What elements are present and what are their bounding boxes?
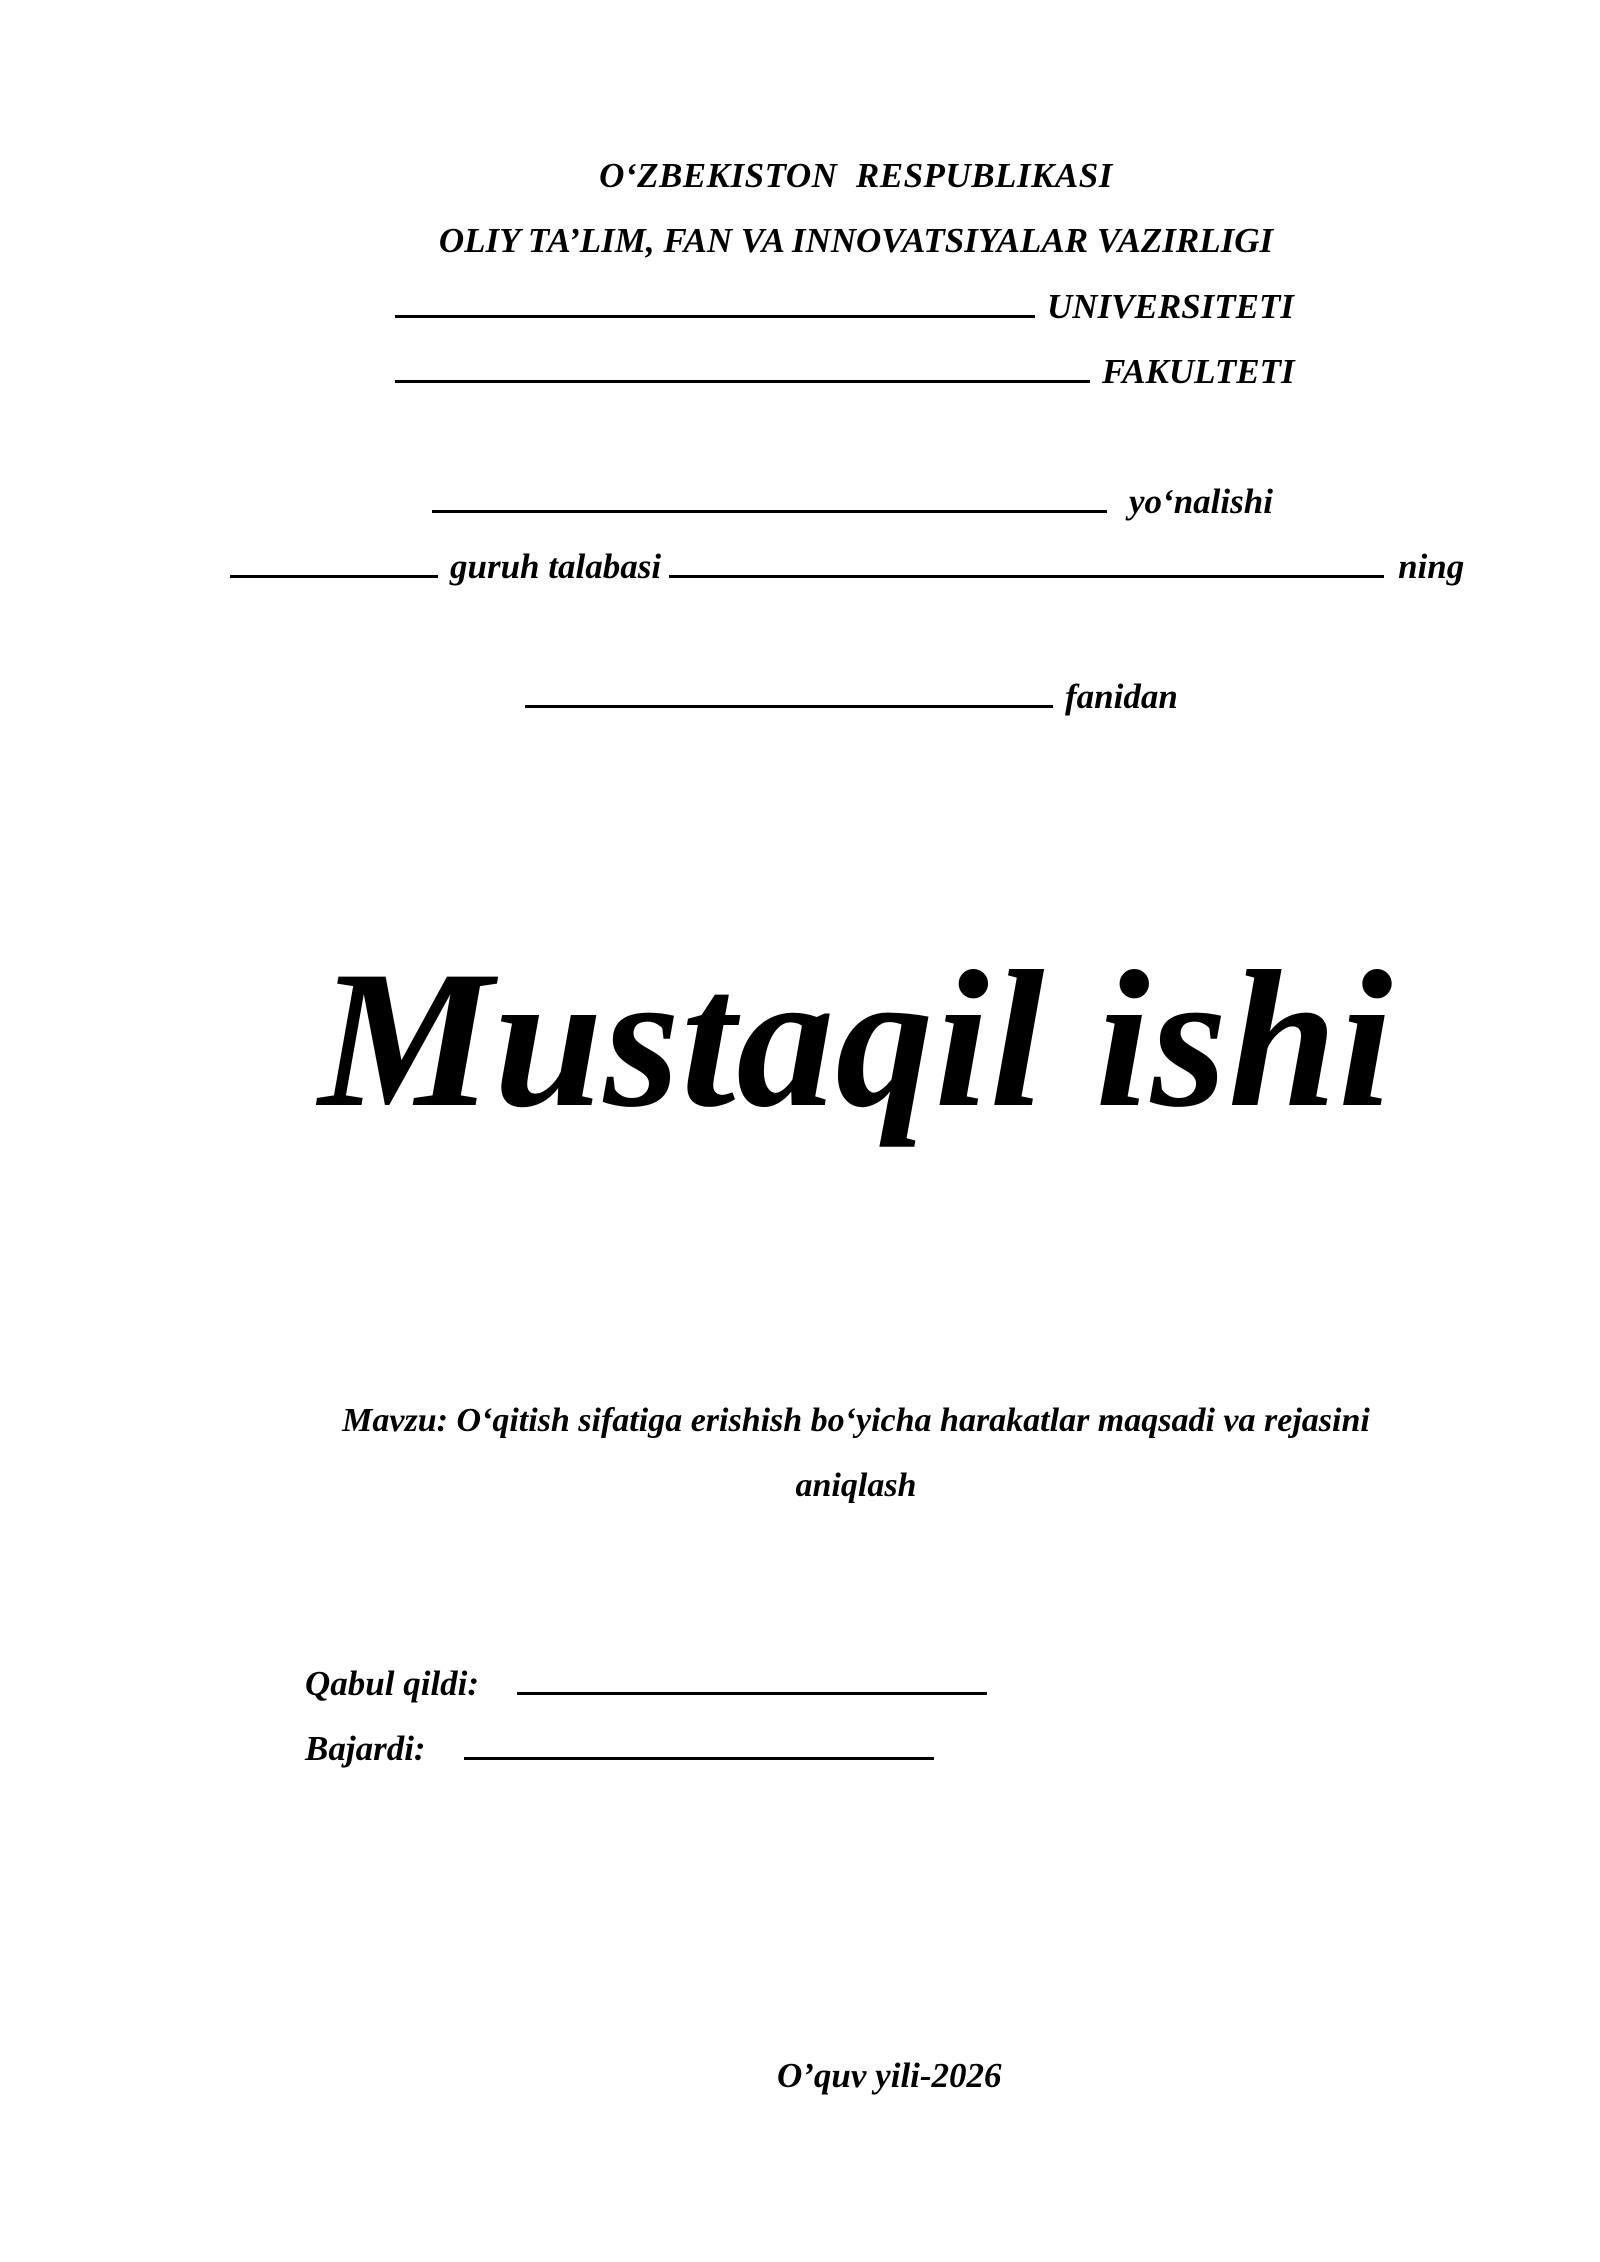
done-by-line xyxy=(305,1727,934,1770)
done-blank xyxy=(464,1727,934,1760)
university-suffix: UNIVERSITETI xyxy=(1047,287,1295,326)
faculty-suffix: FAKULTETI xyxy=(1102,352,1295,391)
subject-suffix: fanidan xyxy=(1065,677,1178,716)
done-label: Bajardi: xyxy=(305,1729,426,1768)
group-line xyxy=(230,545,1464,588)
faculty-line xyxy=(395,350,1295,393)
name-suffix: ning xyxy=(1398,547,1465,586)
accepted-by-line xyxy=(305,1662,987,1705)
country-heading: O‘ZBEKISTON RESPUBLIKASI xyxy=(599,156,1113,195)
subject-line xyxy=(525,675,1178,718)
group-label: guruh talabasi xyxy=(450,547,662,586)
academic-year: O’quv yili-2026 xyxy=(777,2056,1002,2095)
student-name-blank xyxy=(669,545,1384,578)
university-blank xyxy=(395,285,1035,318)
direction-blank xyxy=(432,480,1107,513)
group-blank xyxy=(230,545,438,578)
university-line xyxy=(395,285,1294,328)
accepted-label: Qabul qildi: xyxy=(305,1664,480,1703)
ministry-heading: OLIY TA’LIM, FAN VA INNOVATSIYALAR VAZIRLIGI xyxy=(438,221,1274,260)
subject-blank xyxy=(525,675,1053,708)
topic-line-2: aniqlash xyxy=(795,1467,917,1504)
faculty-blank xyxy=(395,350,1090,383)
direction-suffix: yo‘nalishi xyxy=(1129,482,1273,521)
accepted-blank xyxy=(517,1662,987,1695)
direction-line xyxy=(432,480,1273,523)
topic-line-1: Mavzu: O‘qitish sifatiga erishish bo‘yicha harakatlar maqsadi va rejasini xyxy=(342,1402,1370,1439)
document-title: Mustaqil ishi xyxy=(318,931,1394,1148)
